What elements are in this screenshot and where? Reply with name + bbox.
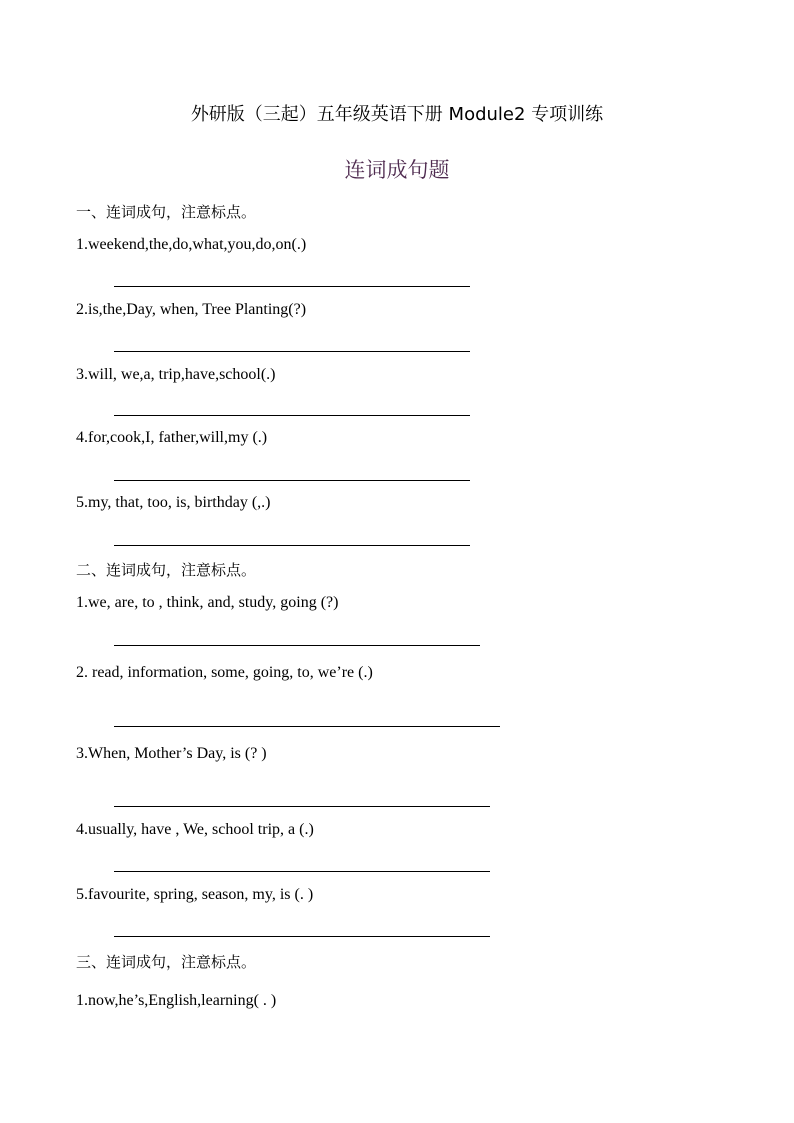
- question-2-3: 3.When, Mother’s Day, is (? ): [76, 745, 267, 762]
- answer-line-2-2[interactable]: [114, 726, 500, 727]
- answer-line-2-5[interactable]: [114, 936, 490, 937]
- answer-line-2-4[interactable]: [114, 871, 490, 872]
- section-heading-3: 三、连词成句，注意标点。: [76, 953, 257, 971]
- question-1-4: 4.for,cook,I, father,will,my (.): [76, 429, 268, 446]
- document-title: 外研版（三起）五年级英语下册 Module2 专项训练: [190, 104, 604, 125]
- question-3-1: 1.now,he’s,English,learning( . ): [76, 992, 277, 1009]
- answer-line-1-1[interactable]: [114, 286, 470, 287]
- answer-line-1-4[interactable]: [114, 480, 470, 481]
- answer-line-1-3[interactable]: [114, 415, 470, 416]
- answer-line-2-3[interactable]: [114, 806, 490, 807]
- section-heading-2: 二、连词成句，注意标点。: [76, 561, 257, 579]
- question-2-1: 1.we, are, to , think, and, study, going (?): [76, 594, 339, 611]
- question-2-5: 5.favourite, spring, season, my, is (. ): [76, 886, 314, 903]
- question-1-1: 1.weekend,the,do,what,you,do,on(.): [76, 236, 307, 253]
- question-2-2: 2. read, information, some, going, to, we’re (.): [76, 664, 373, 681]
- answer-line-1-5[interactable]: [114, 545, 470, 546]
- question-2-4: 4.usually, have , We, school trip, a (.): [76, 821, 314, 838]
- section-heading-1: 一、连词成句，注意标点。: [76, 203, 257, 221]
- answer-line-2-1[interactable]: [114, 645, 480, 646]
- answer-line-1-2[interactable]: [114, 351, 470, 352]
- document-subtitle: 连词成句题: [344, 158, 450, 182]
- question-1-5: 5.my, that, too, is, birthday (,.): [76, 494, 271, 511]
- question-1-3: 3.will, we,a, trip,have,school(.): [76, 366, 276, 383]
- question-1-2: 2.is,the,Day, when, Tree Planting(?): [76, 301, 307, 318]
